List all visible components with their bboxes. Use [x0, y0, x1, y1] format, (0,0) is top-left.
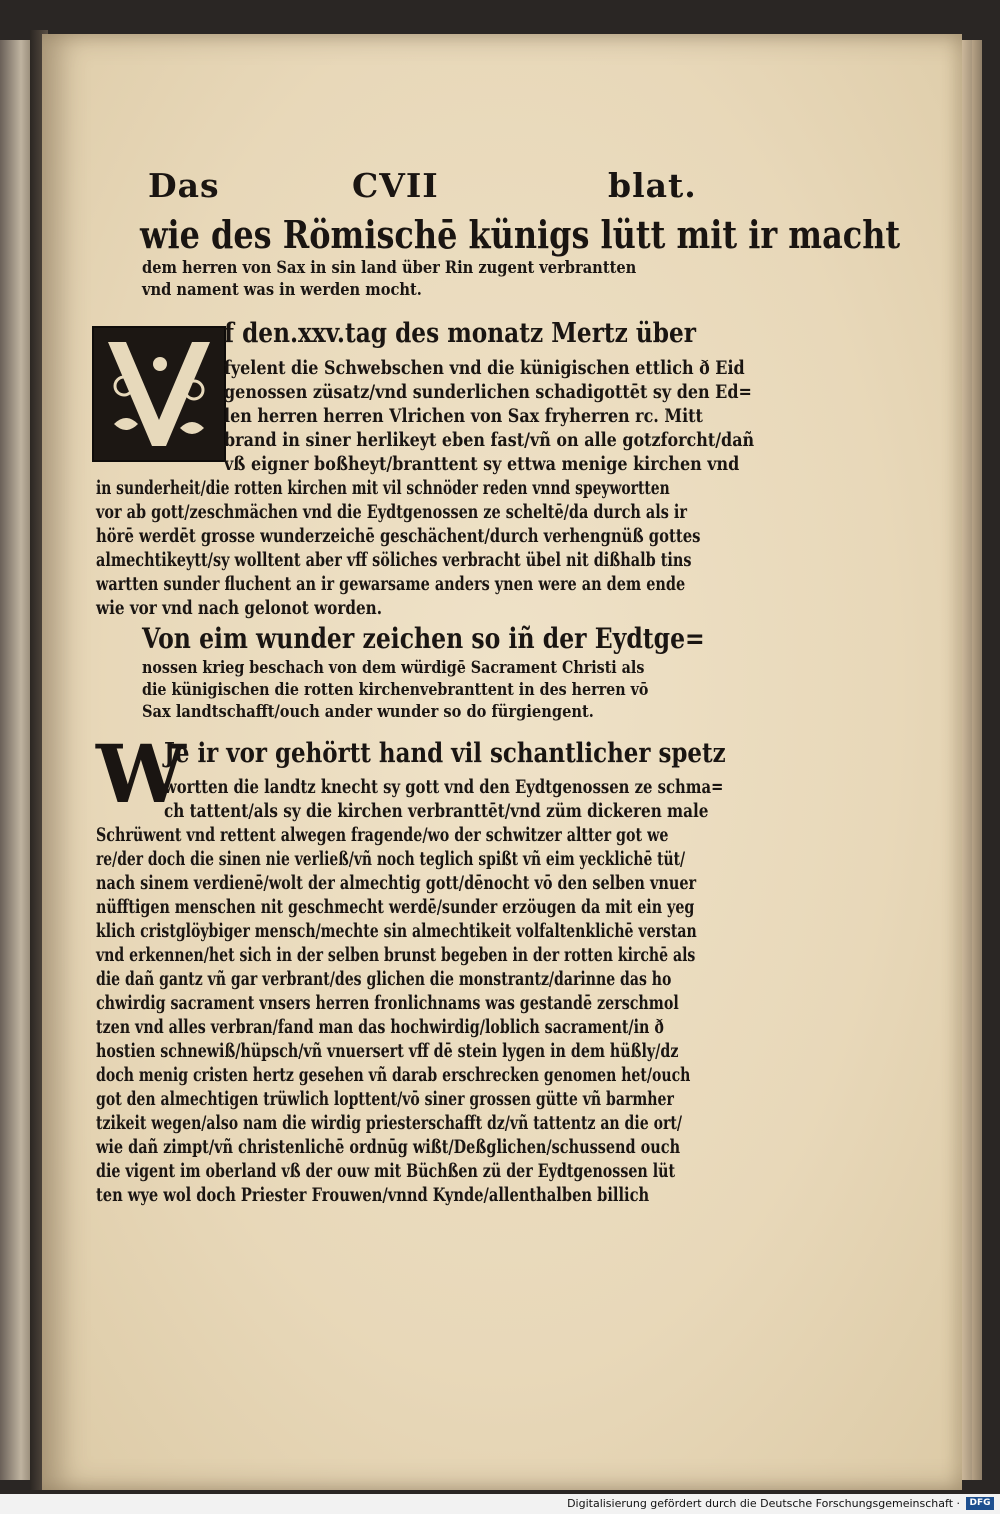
section2-title: Von eim wunder zeichen so iñ der Eydtge= — [142, 622, 705, 655]
section2-line: nossen krieg beschach von dem würdigē Sacrament Christi als — [142, 658, 645, 678]
section3-indented-line: ch tattent/als sy die kirchen verbranttēt/vnd züm dickeren male — [164, 800, 709, 822]
section3-body-line: klich cristglöybiger mensch/mechte sin almechtikeit volfaltenklichē verstan — [96, 920, 697, 942]
section3-body-line: re/der doch die sinen nie verließ/vñ noch teglich spißt vñ eim yecklichē tüt/ — [96, 848, 686, 870]
initial-w: W — [96, 727, 186, 821]
section1-body-line: wartten sunder fluchent an ir gewarsame anders ynen were an dem ende — [96, 573, 686, 595]
section1-body-line: hörē werdēt grosse wunderzeichē geschächent/durch verhengnüß gottes — [96, 525, 701, 547]
section2-line: Sax landtschafft/ouch ander wunder so do fürgiengent. — [142, 702, 594, 722]
header-right: blat. — [608, 166, 697, 205]
section3-body-line: hostien schnewiß/hüpsch/vñ vnuersert vff dē stein lygen in dem hüßly/dz — [96, 1040, 679, 1062]
section3-body-line: ten wye wol doch Priester Frouwen/vnnd Kynde/allenthalben billich — [96, 1184, 650, 1206]
section1-body-line: in sunderheit/die rotten kirchen mit vil schnöder reden vnnd speywortten — [96, 477, 670, 499]
section1-first-line: f den.xxv.tag des monatz Mertz über — [224, 318, 697, 349]
section3-body-line: chwirdig sacrament vnsers herren fronlichnams was gestandē zerschmol — [96, 992, 679, 1014]
section1-indented-line: brand in siner herlikeyt eben fast/vñ on alle gotzforcht/dañ — [224, 429, 755, 451]
section3-body-line: die dañ gantz vñ gar verbrant/des glichen die monstrantz/darinne das ho — [96, 968, 672, 990]
header-center: CVII — [352, 166, 439, 205]
section3-body-line: tzen vnd alles verbran/fand man das hochwirdig/loblich sacrament/in ð — [96, 1016, 664, 1038]
section3-body-line: wie dañ zimpt/vñ christenlichē ordnūg wißt/Deßglichen/schussend ouch — [96, 1136, 681, 1158]
header-left: Das — [148, 166, 220, 205]
section1-body-line: vor ab gott/zeschmächen vnd die Eydtgenossen ze scheltē/da durch als ir — [96, 501, 688, 523]
section1-indented-line: fyelent die Schwebschen vnd die künigischen ettlich ð Eid — [224, 357, 745, 379]
section3-body-line: tzikeit wegen/also nam die wirdig priesterschafft dz/vñ tattentz an die ort/ — [96, 1112, 682, 1134]
section3-indented-line: wortten die landtz knecht sy gott vnd den Eydtgenossen ze schma= — [164, 776, 724, 798]
section1-subtitle-line: vnd nament was in werden mocht. — [142, 280, 422, 300]
section3-body-line: got den almechtigen trüwlich lopttent/vō siner grossen gütte vñ barmher — [96, 1088, 674, 1110]
section3-body-line: die vigent im oberland vß der ouw mit Büchßen zü der Eydtgenossen lüt — [96, 1160, 676, 1182]
section1-body-line: wie vor vnd nach gelonot worden. — [96, 597, 382, 619]
page-edge-1 — [962, 40, 972, 1480]
digitization-credit: Digitalisierung gefördert durch die Deutsche Forschungsgemeinschaft · — [567, 1497, 960, 1510]
section1-subtitle-line: dem herren von Sax in sin land über Rin zugent verbrantten — [142, 258, 637, 278]
section3-body-line: doch menig cristen hertz gesehen vñ darab erschrecken genomen het/ouch — [96, 1064, 691, 1086]
section3-body-line: vnd erkennen/het sich in der selben brunst begeben in der rotten kirchē als — [96, 944, 696, 966]
ornamental-initial-v — [92, 326, 226, 462]
page-edge-2 — [972, 40, 982, 1480]
section2-line: die künigischen die rotten kirchenvebranttent in des herren vō — [142, 680, 649, 700]
section3-body-line: Schrüwent vnd rettent alwegen fragende/wo der schwitzer altter got we — [96, 824, 669, 846]
section3-body-line: nüfftigen menschen nit geschmecht werdē/sunder erzöugen da mit ein yeg — [96, 896, 695, 918]
section1-indented-line: len herren herren Vlrichen von Sax fryherren rc. Mitt — [224, 405, 703, 427]
section1-indented-line: vß eigner boßheyt/branttent sy ettwa menige kirchen vnd — [224, 453, 740, 475]
section1-body-line: almechtikeytt/sy wolltent aber vff söliches verbracht übel nit dißhalb tins — [96, 549, 692, 571]
section1-indented-line: genossen züsatz/vnd sunderlichen schadigottēt sy den Ed= — [224, 381, 752, 403]
section1-title: wie des Römischē künigs lütt mit ir macht — [140, 212, 901, 257]
section3-first-line: Je ir vor gehörtt hand vil schantlicher spetz — [164, 738, 726, 769]
section3-body-line: nach sinem verdienē/wolt der almechtig gott/dēnocht vō den selben vnuer — [96, 872, 697, 894]
dfg-logo: DFG — [966, 1497, 994, 1510]
